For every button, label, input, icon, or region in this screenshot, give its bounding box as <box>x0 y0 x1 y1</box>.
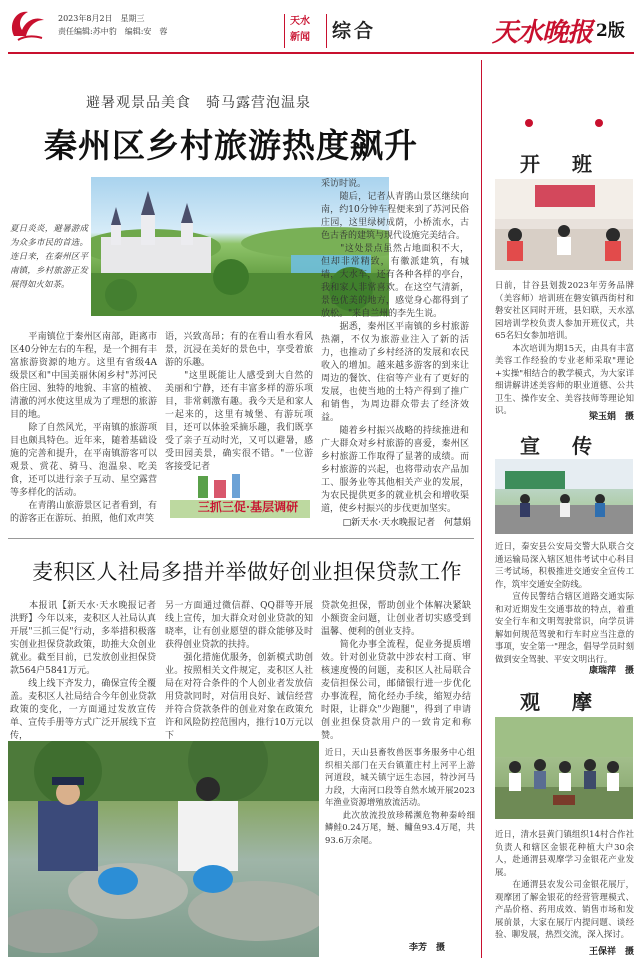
sidebar-title-3: 观 摩 <box>520 690 598 714</box>
paper-logo-icon <box>6 6 48 44</box>
sidebar-title-1: 开 班 <box>520 152 598 176</box>
fish-release-photo <box>8 741 319 957</box>
section-tag-line-2: 新闻 <box>290 32 310 43</box>
sidebar-photo-2 <box>495 459 633 534</box>
lead-headline: 秦州区乡村旅游热度飙升 <box>44 126 418 165</box>
story-divider <box>8 538 474 539</box>
masthead-rule <box>8 52 634 54</box>
section-tag <box>290 14 310 46</box>
sidebar-caption-2: 近日，秦安县公安局交警大队联合交通运输局深入辖区旭伟考试中心科目三考试场，积极推进交通安全宣传工作，筑牢交通安全防线。 宣传民警结合辖区道路交通实际和对近期发生交通事故的特点，着重安全行车和文明驾驶常识，向学员讲解如何规范驾驶和行车时应当注意的事项，安全第一"理念，倡导学员时刻做到安全驾驶、平安文明出行。 <box>495 541 634 664</box>
lead-byline: □新天水·天水晚报记者 何慧娟 <box>342 518 471 528</box>
lead-col-2: 语，兴致高昂；有的在看山看水看风景，沉浸在美好的景色中，享受着旅游的乐趣。 "这里既能让人感受到大自然的美丽和宁静，还有丰富多样的游乐项目，非常刺激有趣。我今天是和家人一起来的，这里有城堡、有游玩项目，还可以体验采摘乐趣，我们既享受了亲子互动时光，又可以避暑，感受田园美景，确实很不错。"一位游客接受记者 <box>165 332 313 472</box>
sidebar-photo-3 <box>495 717 633 819</box>
sidebar-credit-2: 康瑞萍 摄 <box>588 666 634 676</box>
bottom-photo-credit: 李芳 摄 <box>408 943 445 953</box>
second-col-3: 贷款免担保，帮助创业个体解决紧缺小额资金问题，让创业者切实感受到温馨、便利的创业支持。 简化办事全流程，促业务提质增效。针对创业贷款中涉农村工商、审核速度慢的问题，麦积区人社局联合麦信担保公司，邮储银行进一步优化办事流程，简化经办手续，缩短办结时限，让群众"少跑腿"，得到了申请创业担保贷款用户的一致肯定和称赞。 <box>321 601 471 741</box>
sidebar-credit-1: 梁玉娟 摄 <box>588 412 634 422</box>
second-headline: 麦积区人社局多措并举做好创业担保贷款工作 <box>32 560 462 584</box>
paper-name: 天水晚报 <box>492 18 593 48</box>
lead-kicker: 避暑观景品美食 骑马露营泡温泉 <box>86 95 311 111</box>
sidebar-photo-1 <box>495 179 633 270</box>
observation-group-scene-icon <box>495 717 633 819</box>
lead-col-1: 平南镇位于秦州区南部，距离市区40分钟左右的车程，是一个拥有丰富旅游资源的地方。这里有省级4A级景区和"中国美丽休闲乡村"苏河民俗庄园、独特的地貌、丰富的植被、清澈的河水使这里成为了理想的旅游目的地。 除了自然风光，平南镇的旅游项目也颇具特色。近年来，随着基础设施的完善和提升，在平南镇游客可以观景、赏花、骑马、泡温泉、吃美食，还可以进行亲子互动、星空露营等多样化的活动。 在青鹃山旅游景区记者看到，有的游客正在游玩、拍照，他们欢声笑 <box>10 332 157 524</box>
page-number: 2版 <box>596 21 625 41</box>
campaign-logo-text: 三抓三促·基层调研 <box>197 500 299 514</box>
bottom-photo-caption: 近日，天山县畜牧兽医事务服务中心组织相关部门在天台镇董庄村上河平上游河道段，城关镇宁远生态园，特沙河马力段，大南河口段等自然水域开展2023年渔业资源增殖放流活动。 此次放流投放珍稀濒危物种秦岭细鳞鲑0.24万尾，鲢、鳙鱼93.4万尾，共93.6万余尾。 <box>325 747 475 845</box>
divider <box>284 14 285 48</box>
sidebar-divider <box>481 60 482 958</box>
classroom-scene-icon <box>495 179 633 270</box>
campaign-logo <box>170 470 310 522</box>
second-col-2: 另一方面通过微信群、QQ群等开展线上宣传，加大群众对创业贷款的知晓率，让有创业愿望的群众能够及时获得创业贷款的扶持。 强化措施优服务，创新模式助创业。按照相关文件规定，麦积区人社局在对符合条件的个人创业者发放信用贷款同时，对信用良好、诚信经营并符合贷款条件的创业对象在政策允许和风险防控范围内，推行10万元以下 <box>165 601 313 741</box>
sidebar-caption-3: 近日，清水县黄门镇组织14村合作社负责人和辖区金银花种植大户30余人，赴通渭县观摩学习金银花产业发展。 在通渭县农发公司金银花展厅，观摩团了解金银花的经营管理模式、产品价格、药用成效、销售市场和发展前景，大家在展厅内提问题、谈经验、聊发展，热烈交流，深入探讨。 <box>495 829 634 939</box>
section-tag-line-1: 天水 <box>290 16 310 27</box>
ornament-icon <box>524 118 604 128</box>
section-name: 综合 <box>332 20 377 42</box>
fish-release-scene-icon <box>8 741 319 957</box>
sidebar-credit-3: 王保祥 摄 <box>588 947 634 957</box>
second-col-1: 本报讯【新天水·天水晚报记者洪野】今年以来，麦积区人社局认真开展"三抓三促"行动，多举措积极落实创业担保贷款政策，助推大众创业就业。截至目前，已发放创业担保贷款564户5841万元。 线上线下齐发力，确保宣传全覆盖。麦积区人社局结合今年创业贷款政策的变化，一方面通过发放宣传单、宣传手册等方式广泛开展线下宣传， <box>10 601 156 741</box>
sidebar-title-2: 宣 传 <box>520 434 598 458</box>
lead-col-3: 采访时说。 随后，记者从青鹃山景区继续向南，约10分钟车程便来到了苏河民俗庄园，这里绿树成荫，小桥流水，古色古香的建筑与现代设施完美结合。 "这处景点虽然占地面积不大，但却非常精致，有徽派建筑，有城墙，大水车，还有各种各样的亭台，我和家人非常喜欢。在这空气清新，景色优美的地方，感觉身心都得到了放松。"来自兰州的李先生说。 据悉，秦州区平南镇的乡村旅游热潮，不仅为旅游业注入了新的活力，也推动了乡村经济的发展和农民收入的增加。越来越多游客的到来让周边的餐饮、住宿等产业有了更好的发展，也使当地的土特产得到了推广和销售，为周边群众带去了经济效益。 随着乡村振兴战略的持续推进和广大群众对乡村旅游的喜爱，秦州区乡村旅游工作取得了显著的成绩。而乡村旅游的兴起，也将带动农产品加工、服务业等其他相关产业的发展，为农民提供更多的就业机会和增收渠道，使乡村振兴的步伐更加坚实。 <box>321 179 469 514</box>
editors-line: 责任编辑:苏中豹 编辑:安 蓉 <box>58 27 168 36</box>
date-line: 2023年8月2日 星期三 <box>58 14 145 23</box>
traffic-education-scene-icon <box>495 459 633 534</box>
divider <box>326 14 327 48</box>
sidebar-caption-1: 日前，甘谷县划拨2023年劳务品牌（美容师）培训班在磐安镇西街村和磐安社区同时开班，县妇联，天水泓园培训学校负责人参加开班仪式，共65名妇女参加培训。 本次培训为期15天，由具有丰富美容工作经验的专业老师采取"理论+实操"相结合的教学模式，为大家详细讲解讲述美容师的职业道德、公共卫生、操作安全、美容技师等理论知识。 <box>495 280 634 415</box>
lead-photo-caption: 夏日炎炎，避暑游成为众多市民的首选。连日来，在秦州区平南镇，乡村旅游正发展得如火如茶。 <box>10 224 88 290</box>
